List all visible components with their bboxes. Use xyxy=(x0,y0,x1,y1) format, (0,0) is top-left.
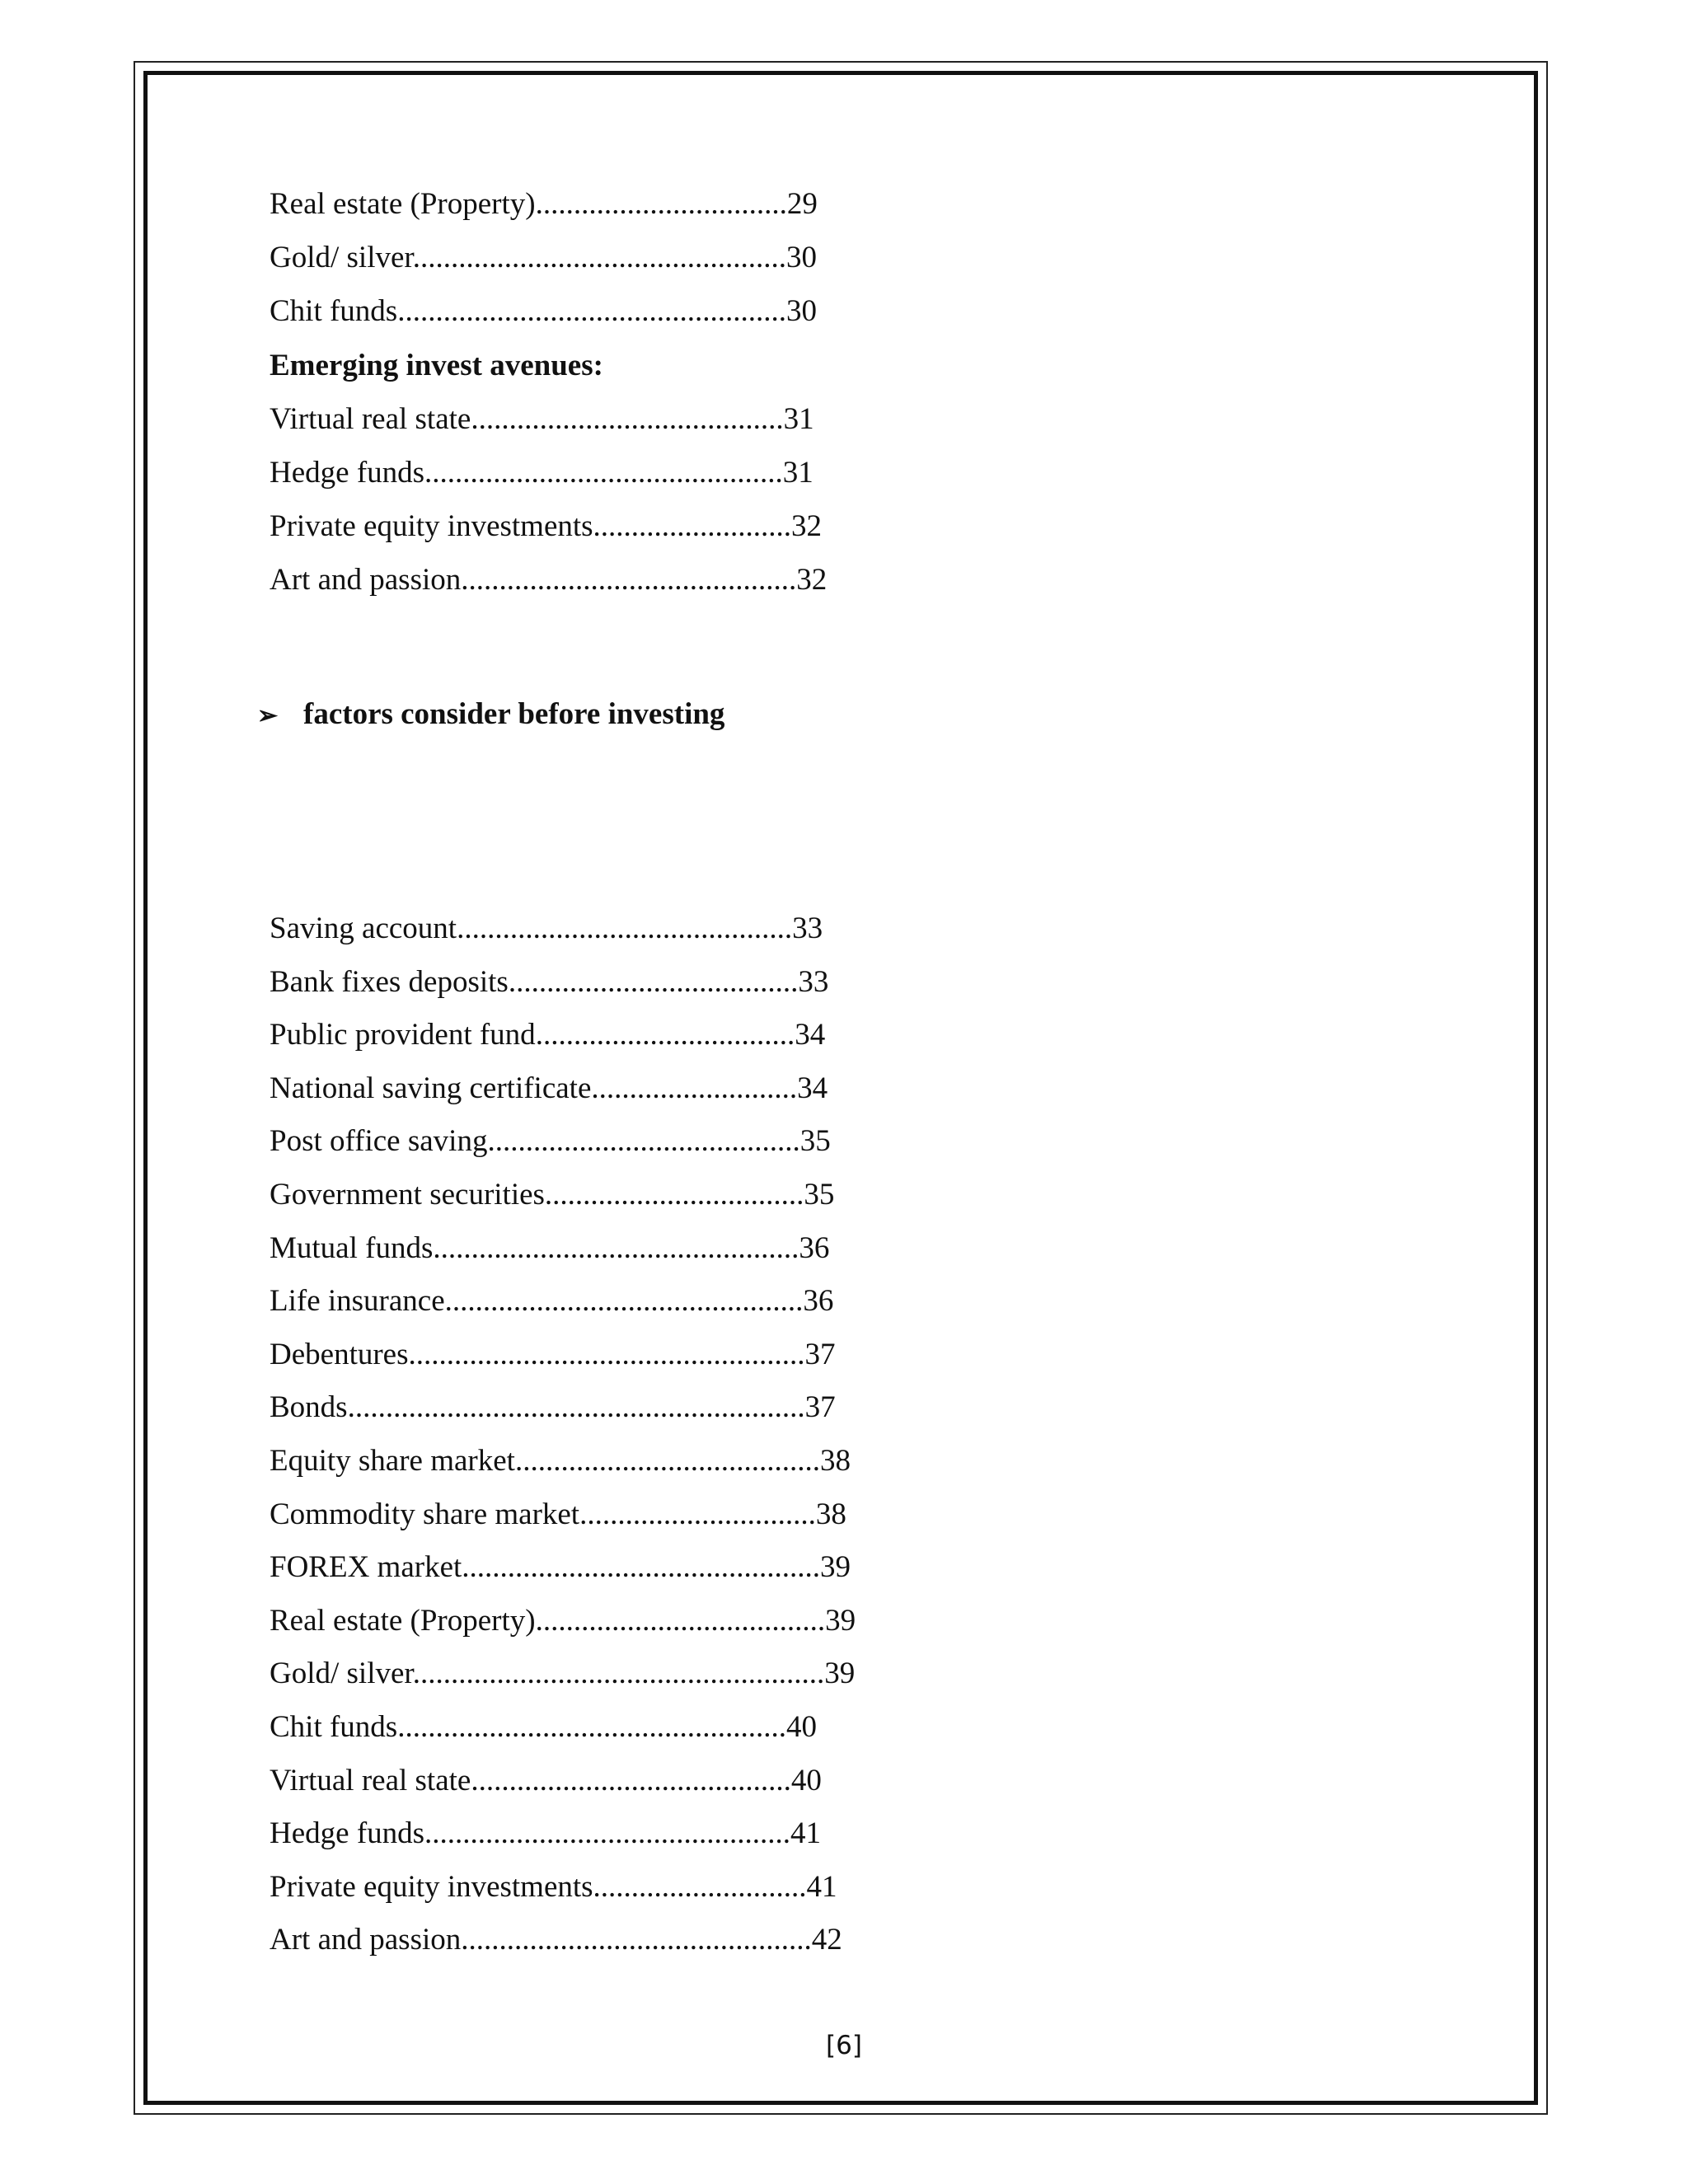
toc-entry: Public provident fund..................................34 xyxy=(270,1018,826,1052)
toc-entry: Chit funds...................................................30 xyxy=(270,294,817,329)
toc-list-top xyxy=(270,177,827,607)
toc-entry: Debentures....................................................37 xyxy=(270,1337,836,1371)
toc-entry: Real estate (Property).................................29 xyxy=(270,187,818,221)
toc-entry: Gold/ silver......................................................39 xyxy=(270,1657,856,1691)
toc-entry: Mutual funds................................................36 xyxy=(270,1230,830,1265)
toc-entry: Bank fixes deposits......................................33 xyxy=(270,964,829,999)
toc-entry: Art and passion..............................................42 xyxy=(270,1923,842,1957)
section-bullet-label: factors consider before investing xyxy=(303,697,725,731)
toc-entry: FOREX market...............................................39 xyxy=(270,1550,851,1585)
toc-entry: Gold/ silver.................................................30 xyxy=(270,241,817,275)
toc-entry: Bonds............................................................37 xyxy=(270,1390,836,1425)
page-number: [6] xyxy=(826,2031,862,2060)
toc-entry: National saving certificate...........................34 xyxy=(270,1071,828,1105)
toc-entry: Commodity share market...............................38 xyxy=(270,1497,846,1531)
toc-entry: Virtual real state..........................................40 xyxy=(270,1763,822,1797)
toc-entry: Private equity investments..........................32 xyxy=(270,509,823,544)
toc-entry: Equity share market........................................38 xyxy=(270,1443,851,1478)
toc-entry: Hedge funds................................................41 xyxy=(270,1816,822,1851)
toc-list-factors xyxy=(270,902,856,1967)
toc-entry: Hedge funds...............................................31 xyxy=(270,455,814,490)
toc-entry: Virtual real state.........................................31 xyxy=(270,401,814,436)
toc-entry: Government securities..................................35 xyxy=(270,1177,835,1212)
toc-entry: Private equity investments............................41 xyxy=(270,1869,837,1904)
toc-entry: Saving account............................................33 xyxy=(270,912,823,945)
toc-entry: Post office saving.........................................35 xyxy=(270,1124,831,1159)
toc-entry: Real estate (Property)......................................39 xyxy=(270,1603,856,1638)
toc-entry: Chit funds...................................................40 xyxy=(270,1709,817,1744)
section-bullet xyxy=(257,686,724,743)
arrowhead-bullet-icon: ➢ xyxy=(257,702,279,729)
toc-subheading: Emerging invest avenues: xyxy=(270,348,603,382)
toc-entry: Life insurance...............................................36 xyxy=(270,1284,834,1319)
toc-entry: Art and passion............................................32 xyxy=(270,563,828,598)
